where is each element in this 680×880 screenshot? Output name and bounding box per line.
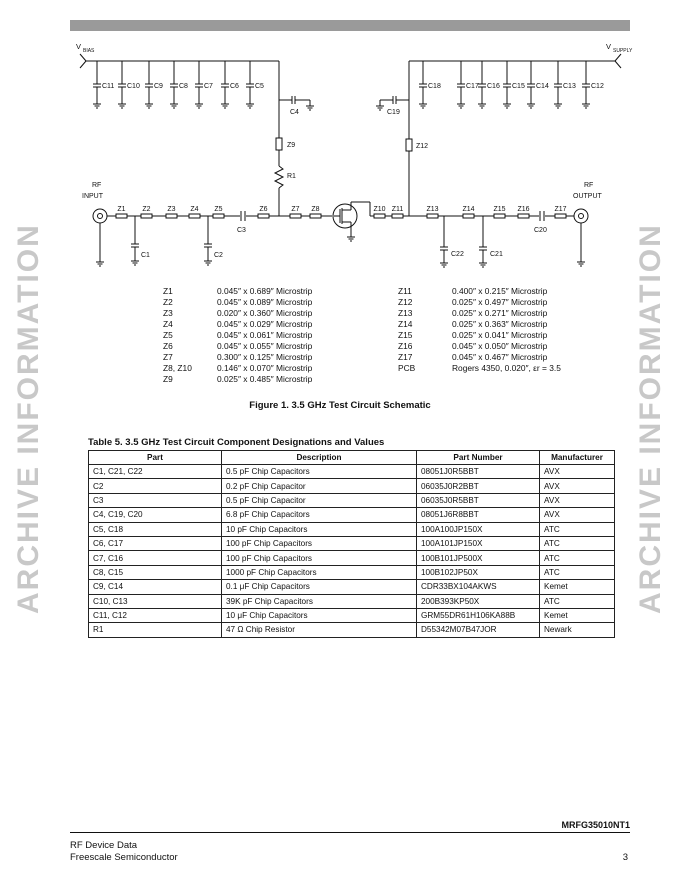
page-number: 3 xyxy=(622,852,628,863)
table-row xyxy=(89,479,615,493)
legend-key: Z4 xyxy=(163,319,173,329)
legend-value: 0.025″ x 0.041″ Microstrip xyxy=(452,330,548,340)
microstrip-label: Z5 xyxy=(214,206,223,213)
legend-row xyxy=(163,363,312,374)
table-cell: C11, C12 xyxy=(89,608,222,622)
microstrip-label: Z10 xyxy=(373,206,386,213)
legend-value: 0.025″ x 0.271″ Microstrip xyxy=(452,308,548,318)
vbias-arrow-icon xyxy=(80,61,86,68)
vsupply-arrow-icon xyxy=(615,54,621,61)
legend-row xyxy=(163,308,312,319)
microstrip xyxy=(555,214,566,218)
microstrip-label: Z4 xyxy=(190,206,199,213)
table-cell: C6, C17 xyxy=(89,536,222,550)
table-row xyxy=(89,580,615,594)
table-cell: GRM55DR61H106KA88B xyxy=(417,608,540,622)
capacitor-label: C16 xyxy=(487,83,500,90)
table-cell: 47 Ω Chip Resistor xyxy=(222,623,417,637)
legend-key: Z14 xyxy=(398,319,413,329)
rf-input-label: RF xyxy=(92,182,102,189)
microstrip-label: Z14 xyxy=(462,206,475,213)
capacitor-label: C4 xyxy=(290,109,299,116)
footer-rule xyxy=(70,832,630,833)
microstrip xyxy=(494,214,505,218)
microstrip xyxy=(392,214,403,218)
table-row xyxy=(89,608,615,622)
capacitor-label: C14 xyxy=(536,83,549,90)
table-row xyxy=(89,522,615,536)
capacitor-label: C22 xyxy=(451,251,464,258)
table-cell: C4, C19, C20 xyxy=(89,508,222,522)
capacitor-label: C1 xyxy=(141,252,150,259)
legend-value: 0.045″ x 0.467″ Microstrip xyxy=(452,352,548,362)
capacitor-label: C8 xyxy=(179,83,188,90)
legend-row xyxy=(163,330,312,341)
microstrip xyxy=(374,214,385,218)
capacitor-label: C13 xyxy=(563,83,576,90)
table-cell: 1000 pF Chip Capacitors xyxy=(222,565,417,579)
vbias-label: V xyxy=(76,42,82,51)
capacitor-label: C21 xyxy=(490,251,503,258)
table-cell: Kemet xyxy=(540,608,615,622)
capacitor-label: C15 xyxy=(512,83,525,90)
legend-value: 0.045″ x 0.029″ Microstrip xyxy=(217,319,313,329)
table-row xyxy=(89,493,615,507)
header-bar xyxy=(70,20,630,31)
microstrip xyxy=(213,214,224,218)
rf-input-label: INPUT xyxy=(82,193,103,200)
capacitor-label: C19 xyxy=(387,109,400,116)
table-cell: C10, C13 xyxy=(89,594,222,608)
legend-row xyxy=(163,352,312,363)
legend-value: 0.045″ x 0.061″ Microstrip xyxy=(217,330,313,340)
table-cell: ATC xyxy=(540,536,615,550)
microstrip-label: Z7 xyxy=(291,206,300,213)
table-cell: 0.2 pF Chip Capacitor xyxy=(222,479,417,493)
table-cell: C1, C21, C22 xyxy=(89,465,222,479)
microstrip xyxy=(258,214,269,218)
rf-output-connector-icon xyxy=(579,214,584,219)
vbias-label: BIAS xyxy=(83,48,95,54)
legend-row xyxy=(398,286,561,297)
legend-key: Z2 xyxy=(163,297,173,307)
legend-row xyxy=(398,297,561,308)
legend-value: 0.045″ x 0.089″ Microstrip xyxy=(217,297,313,307)
table-cell: ATC xyxy=(540,522,615,536)
legend-key: Z9 xyxy=(163,374,173,384)
table-cell: 0.5 pF Chip Capacitors xyxy=(222,465,417,479)
table-cell: 10 μF Chip Capacitors xyxy=(222,608,417,622)
table-cell: AVX xyxy=(540,508,615,522)
table-cell: 6.8 pF Chip Capacitors xyxy=(222,508,417,522)
microstrip xyxy=(518,214,529,218)
rf-output-label: RF xyxy=(584,182,594,189)
capacitor-label: C11 xyxy=(102,83,115,90)
table-title: Table 5. 3.5 GHz Test Circuit Component Designations and Values xyxy=(88,437,385,448)
capacitor-label: C7 xyxy=(204,83,213,90)
table-cell: AVX xyxy=(540,493,615,507)
table-cell: 100A101JP150X xyxy=(417,536,540,550)
microstrip-label: Z12 xyxy=(416,143,429,150)
legend-value: Rogers 4350, 0.020″, εr = 3.5 xyxy=(452,363,561,373)
microstrip-label: Z6 xyxy=(259,206,268,213)
col-header-manufacturer: Manufacturer xyxy=(540,451,615,465)
microstrip-label: Z8 xyxy=(311,206,320,213)
table-cell: C8, C15 xyxy=(89,565,222,579)
microstrip-label: Z3 xyxy=(167,206,176,213)
col-header-part: Part xyxy=(89,451,222,465)
capacitor-label: C10 xyxy=(127,83,140,90)
microstrip-label: Z13 xyxy=(426,206,439,213)
table-header-row xyxy=(89,451,615,465)
legend-key: Z11 xyxy=(398,286,412,296)
legend-key: Z1 xyxy=(163,286,173,296)
vsupply-label: SUPPLY xyxy=(613,48,633,54)
capacitor-label: C6 xyxy=(230,83,239,90)
table-cell: Kemet xyxy=(540,580,615,594)
legend-row xyxy=(163,374,312,385)
microstrip xyxy=(189,214,200,218)
device-part-number: MRFG35010NT1 xyxy=(561,820,630,830)
legend-row xyxy=(398,363,561,374)
legend-row xyxy=(398,308,561,319)
table-cell: C2 xyxy=(89,479,222,493)
legend-key: Z5 xyxy=(163,330,173,340)
rf-output-label: OUTPUT xyxy=(573,193,602,200)
legend-value: 0.045″ x 0.055″ Microstrip xyxy=(217,341,313,351)
capacitor-label: C5 xyxy=(255,83,264,90)
table-cell: 0.5 pF Chip Capacitor xyxy=(222,493,417,507)
table-cell: 06035J0R2BBT xyxy=(417,479,540,493)
microstrip xyxy=(166,214,177,218)
footer-line-1: RF Device Data xyxy=(70,840,138,851)
archive-watermark-left: ARCHIVE INFORMATION xyxy=(12,223,45,614)
legend-row xyxy=(398,352,561,363)
footer-line-2: Freescale Semiconductor xyxy=(70,852,178,863)
table-cell: 39K pF Chip Capacitors xyxy=(222,594,417,608)
table-row xyxy=(89,536,615,550)
table-cell: ATC xyxy=(540,565,615,579)
microstrip xyxy=(427,214,438,218)
legend-key: Z6 xyxy=(163,341,173,351)
legend-value: 0.300″ x 0.125″ Microstrip xyxy=(217,352,313,362)
table-cell: ATC xyxy=(540,551,615,565)
legend-row xyxy=(163,297,312,308)
legend-value: 0.045″ x 0.050″ Microstrip xyxy=(452,341,548,351)
rf-input-connector-icon xyxy=(98,214,103,219)
table-row xyxy=(89,565,615,579)
table-cell: 08051J0R5BBT xyxy=(417,465,540,479)
legend-key: Z3 xyxy=(163,308,173,318)
legend-value: 0.025″ x 0.363″ Microstrip xyxy=(452,319,548,329)
rf-output-connector-icon xyxy=(574,209,588,223)
microstrip-label: Z17 xyxy=(554,206,567,213)
legend-right xyxy=(398,286,561,374)
legend-value: 0.146″ x 0.070″ Microstrip xyxy=(217,363,313,373)
table-cell: 06035J0R5BBT xyxy=(417,493,540,507)
z12-microstrip xyxy=(406,139,412,151)
figure-caption: Figure 1. 3.5 GHz Test Circuit Schematic xyxy=(249,400,431,411)
archive-watermark-right: ARCHIVE INFORMATION xyxy=(634,223,667,614)
microstrip-label: Z1 xyxy=(117,206,126,213)
legend-key: Z7 xyxy=(163,352,173,362)
table-cell: 100B102JP50X xyxy=(417,565,540,579)
table-cell: R1 xyxy=(89,623,222,637)
legend-key: PCB xyxy=(398,363,416,373)
rf-input-connector-icon xyxy=(93,209,107,223)
vsupply-label: V xyxy=(606,42,612,51)
capacitor-label: C3 xyxy=(237,227,246,234)
resistor-label: R1 xyxy=(287,173,296,180)
legend-value: 0.025″ x 0.497″ Microstrip xyxy=(452,297,548,307)
microstrip xyxy=(310,214,321,218)
legend-key: Z13 xyxy=(398,308,413,318)
table-cell: C9, C14 xyxy=(89,580,222,594)
microstrip xyxy=(141,214,152,218)
table-cell: Newark xyxy=(540,623,615,637)
legend-value: 0.020″ x 0.360″ Microstrip xyxy=(217,308,313,318)
legend-row xyxy=(398,341,561,352)
capacitor-label: C17 xyxy=(466,83,479,90)
legend-value: 0.400″ x 0.215″ Microstrip xyxy=(452,286,548,296)
microstrip-label: Z16 xyxy=(517,206,530,213)
col-header-part-number: Part Number xyxy=(417,451,540,465)
table-cell: D55342M07B47JOR xyxy=(417,623,540,637)
table-cell: 100B101JP500X xyxy=(417,551,540,565)
table-cell: C5, C18 xyxy=(89,522,222,536)
legend-key: Z8, Z10 xyxy=(163,363,192,373)
table-row xyxy=(89,551,615,565)
table-cell: AVX xyxy=(540,479,615,493)
table-cell: 200B393KP50X xyxy=(417,594,540,608)
table-cell: CDR33BX104AKWS xyxy=(417,580,540,594)
table-row xyxy=(89,623,615,637)
table-cell: AVX xyxy=(540,465,615,479)
microstrip xyxy=(463,214,474,218)
legend-key: Z15 xyxy=(398,330,413,340)
legend-left xyxy=(163,286,312,385)
microstrip xyxy=(116,214,127,218)
legend-key: Z12 xyxy=(398,297,413,307)
capacitor-label: C9 xyxy=(154,83,163,90)
legend-value: 0.045″ x 0.689″ Microstrip xyxy=(217,286,313,296)
capacitor-label: C20 xyxy=(534,227,547,234)
legend-row xyxy=(398,330,561,341)
component-table xyxy=(88,450,615,638)
table-row xyxy=(89,594,615,608)
table-row xyxy=(89,465,615,479)
legend-row xyxy=(163,341,312,352)
vsupply-arrow-icon xyxy=(615,61,621,68)
table-cell: C7, C16 xyxy=(89,551,222,565)
legend-key: Z17 xyxy=(398,352,413,362)
capacitor-label: C12 xyxy=(591,83,604,90)
table-cell: C3 xyxy=(89,493,222,507)
capacitor-label: C18 xyxy=(428,83,441,90)
legend-row xyxy=(163,319,312,330)
microstrip-label: Z2 xyxy=(142,206,151,213)
legend-value: 0.025″ x 0.485″ Microstrip xyxy=(217,374,313,384)
legend-row xyxy=(163,286,312,297)
test-circuit-schematic xyxy=(70,36,633,276)
legend-row xyxy=(398,319,561,330)
table-cell: 10 pF Chip Capacitors xyxy=(222,522,417,536)
table-cell: 08051J6R8BBT xyxy=(417,508,540,522)
table-cell: ATC xyxy=(540,594,615,608)
z9-microstrip xyxy=(276,138,282,150)
table-cell: 0.1 μF Chip Capacitors xyxy=(222,580,417,594)
microstrip-label: Z15 xyxy=(493,206,506,213)
resistor-icon xyxy=(275,166,283,188)
microstrip-label: Z9 xyxy=(287,142,296,149)
table-cell: 100 pF Chip Capacitors xyxy=(222,536,417,550)
vbias-arrow-icon xyxy=(80,54,86,61)
table-row xyxy=(89,508,615,522)
capacitor-label: C2 xyxy=(214,252,223,259)
col-header-description: Description xyxy=(222,451,417,465)
microstrip-label: Z11 xyxy=(391,206,404,213)
legend-key: Z16 xyxy=(398,341,413,351)
table-cell: 100 pF Chip Capacitors xyxy=(222,551,417,565)
table-cell: 100A100JP150X xyxy=(417,522,540,536)
microstrip xyxy=(290,214,301,218)
